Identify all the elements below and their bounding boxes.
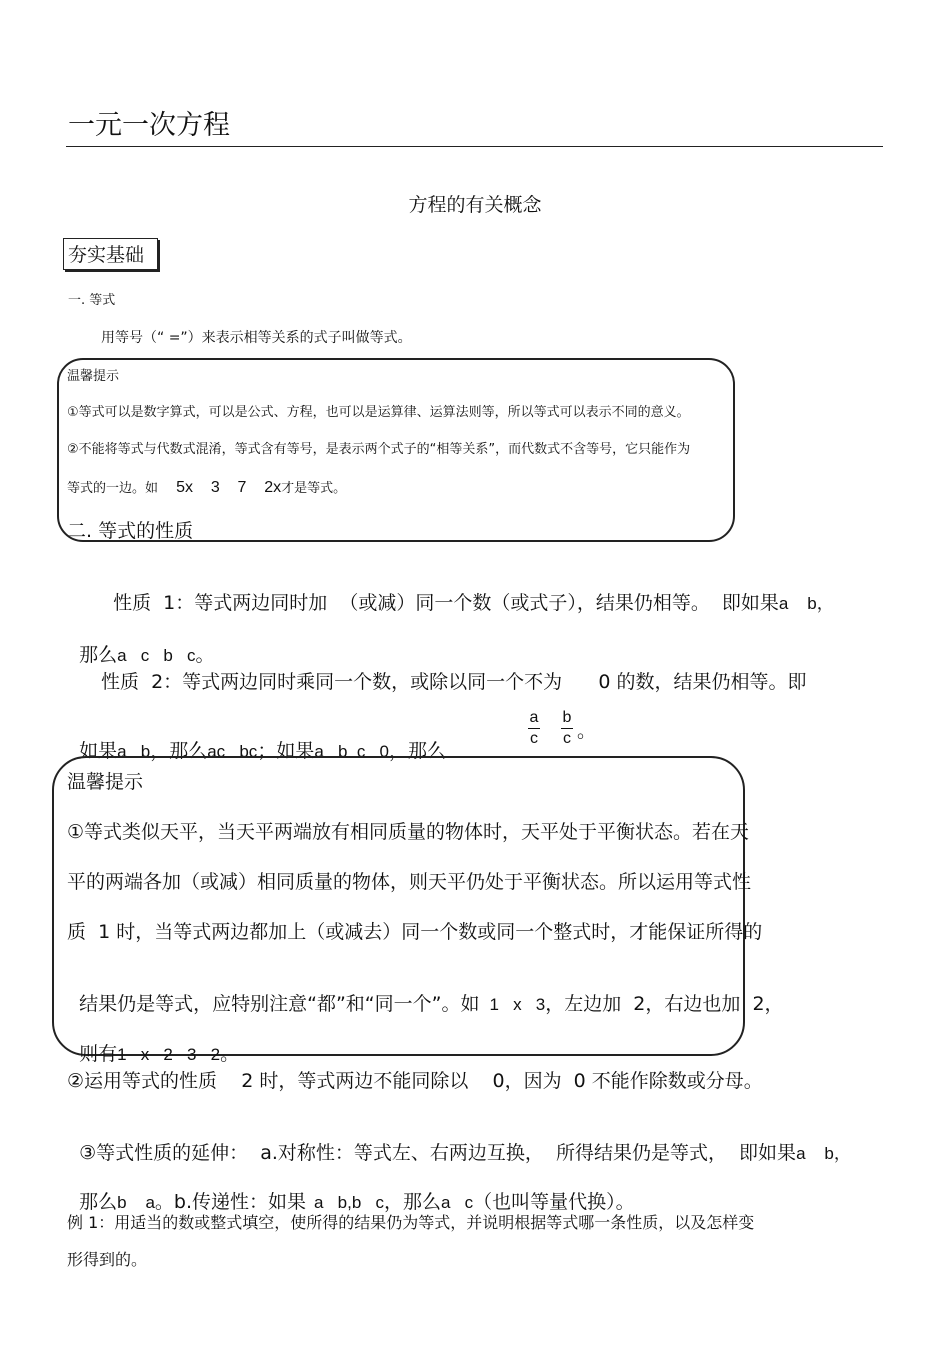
- property1-text: 性质 1：等式两边同时加 （或减）同一个数（或式子），结果仍相等。 即如果: [113, 592, 779, 614]
- tip1-line1: ①等式可以是数字算式，可以是公式、方程，也可以是运算律、运算法则等，所以等式可以表示不同的意义。: [67, 405, 690, 420]
- part1-heading: 一. 等式: [68, 293, 116, 308]
- note3-line1-text: ③等式性质的延伸： a.对称性：等式左、右两边互换， 所得结果仍是等式， 即如果: [79, 1142, 797, 1164]
- example1-line1: 例 1：用适当的数或整式填空，使所得的结果仍为等式，并说明根据等式哪一条性质，以及怎样变: [67, 1213, 755, 1232]
- property2-if: 如果: [79, 740, 118, 762]
- title-divider: [66, 146, 883, 147]
- note3-transitive-text: 。b.传递性：如果: [154, 1191, 307, 1213]
- tip2-title: 温馨提示: [67, 771, 144, 793]
- property2-formula-3: a b c 0: [314, 742, 389, 761]
- tip2-line4-rest: ，左边加 2，右边也加 2，: [545, 993, 784, 1015]
- note3-line1-formula: a b，: [796, 1144, 851, 1163]
- property1-line1: [101, 566, 834, 615]
- fraction-b-over-c: [561, 709, 573, 748]
- tip1-line3-prefix: 等式的一边。如: [67, 481, 159, 496]
- section-title: 方程的有关概念: [408, 194, 542, 216]
- property1-line2: [67, 618, 215, 667]
- tip1-line3: [67, 477, 346, 497]
- banner-label: 夯实基础: [68, 244, 145, 266]
- fraction-a-denominator: c: [530, 730, 538, 747]
- tip1-formula: 5x 3 7 2x: [176, 479, 282, 496]
- tip2-line5-formula: 1 x 2 3 2: [117, 1045, 221, 1064]
- property2-then: ，那么: [150, 740, 208, 762]
- tip2-line5-text: 则有: [79, 1043, 118, 1065]
- tip1-line2: ②不能将等式与代数式混淆，等式含有等号，是表示两个式子的“相等关系”，而代数式不含等号，它只能作为: [67, 442, 691, 457]
- property2-then2: ，那么: [388, 740, 446, 762]
- property1-then: 那么: [79, 644, 118, 666]
- tip2-line3: 质 1 时，当等式两边都加上（或减去）同一个数或同一个整式时，才能保证所得的: [67, 921, 763, 943]
- property2-line1: 性质 2：等式两边同时乘同一个数，或除以同一个不为 0 的数，结果仍相等。即: [101, 671, 807, 693]
- chapter-title: 一元一次方程: [68, 110, 230, 141]
- tip1-title: 温馨提示: [67, 369, 120, 384]
- note3-substitution: （也叫等量代换）。: [473, 1191, 635, 1213]
- fraction-b-bar: [561, 728, 573, 729]
- fraction-a-numerator: a: [529, 709, 539, 726]
- note3-line2: [67, 1165, 635, 1214]
- note3-transitive-formula: a b,b c: [314, 1193, 384, 1212]
- tip2-line4-text: 结果仍是等式，应特别注意“都”和“同一个”。如: [79, 993, 480, 1015]
- tip2-line5-end: 。: [220, 1043, 240, 1065]
- fraction-a-over-c: [528, 709, 540, 748]
- fraction-b-numerator: b: [562, 709, 572, 726]
- property1-end: 。: [195, 644, 215, 666]
- tip1-line3-suffix: 才是等式。: [281, 481, 347, 496]
- note3-then: ，那么: [383, 1191, 441, 1213]
- property1-formula: a b，: [778, 594, 834, 613]
- fraction-a-bar: [528, 728, 540, 729]
- tip2-line1: ①等式类似天平，当天平两端放有相同质量的物体时，天平处于平衡状态。若在天: [67, 821, 750, 843]
- property2-formula-2: ac bc: [207, 742, 258, 761]
- fraction-b-denominator: c: [563, 730, 571, 747]
- tip2-line4: [67, 967, 784, 1016]
- property2-end: 。: [577, 720, 597, 742]
- tip2-line5: [67, 1017, 239, 1066]
- note3-symmetric-formula: b a: [117, 1193, 155, 1212]
- note3-line2-then: 那么: [79, 1191, 118, 1213]
- example1-line2: 形得到的。: [67, 1250, 148, 1269]
- note3-line1: [67, 1116, 851, 1165]
- property1-result-formula: a c b c: [117, 646, 196, 665]
- property2-formula-1: a b: [117, 742, 151, 761]
- section-banner: [63, 238, 158, 270]
- tip2-line4-formula: 1 x 3: [489, 995, 546, 1014]
- part2-heading: 二. 等式的性质: [67, 520, 194, 542]
- property2-if2: ；如果: [257, 740, 315, 762]
- note2: ②运用等式的性质 2 时，等式两边不能同除以 0，因为 0 不能作除数或分母。: [67, 1070, 763, 1092]
- tip2-line2: 平的两端各加（或减）相同质量的物体，则天平仍处于平衡状态。所以运用等式性: [67, 871, 752, 893]
- equation-definition: 用等号（“ =”）来表示相等关系的式子叫做等式。: [101, 330, 412, 346]
- note3-result-formula: a c: [440, 1193, 474, 1212]
